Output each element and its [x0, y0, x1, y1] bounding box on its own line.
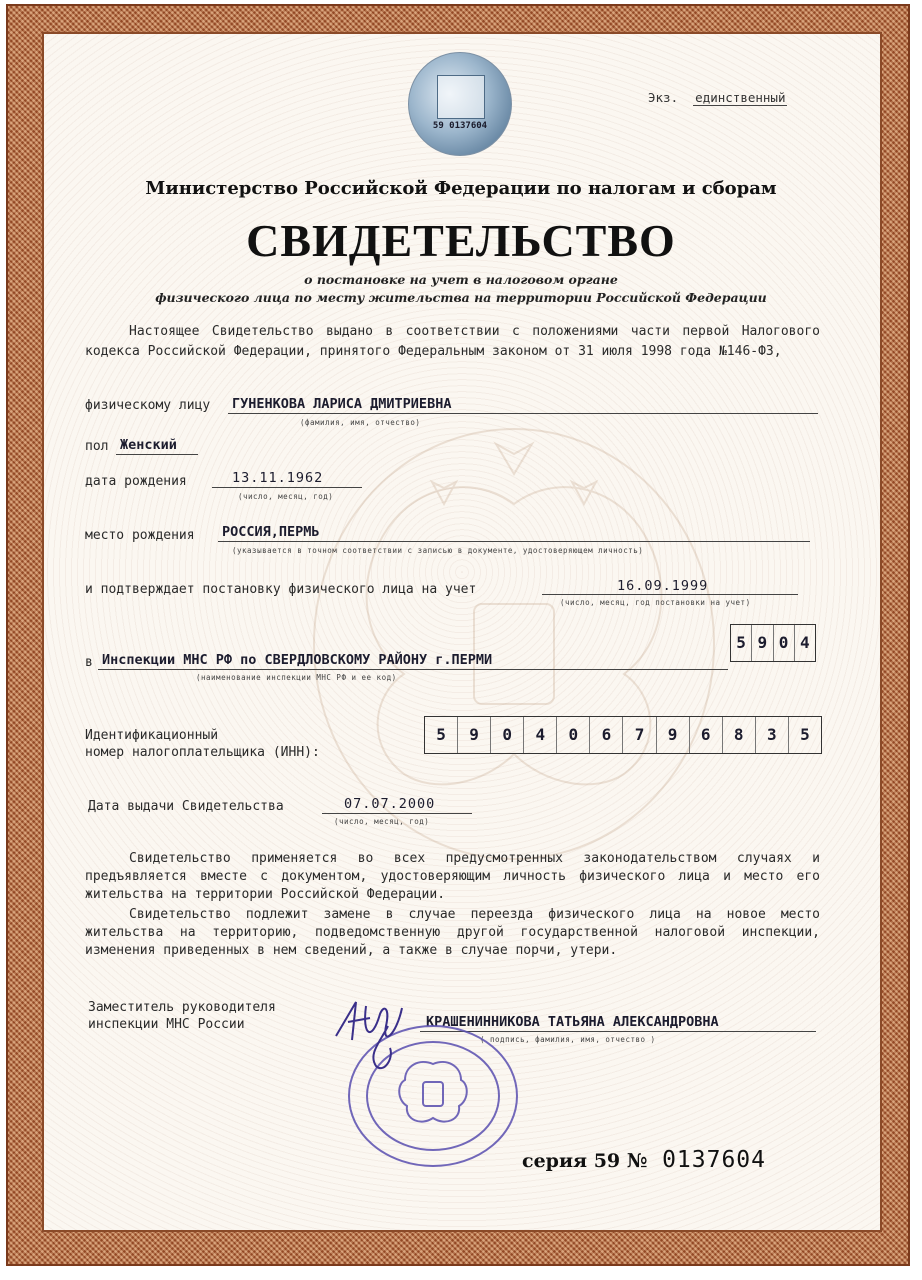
signatory-name: КРАШЕНИННИКОВА ТАТЬЯНА АЛЕКСАНДРОВНА	[426, 1014, 719, 1030]
signatory-title-2: инспекции МНС России	[88, 1017, 245, 1032]
issue-date-underline	[322, 813, 472, 814]
copy-note-label: Экз.	[648, 90, 679, 105]
inspection-underline	[98, 669, 728, 670]
sex-label: пол	[85, 439, 109, 454]
person-label: физическому лицу	[85, 398, 211, 413]
inn-box	[424, 716, 822, 754]
hologram-emblem	[437, 75, 485, 119]
birth-date-underline	[212, 487, 362, 488]
inn-digit: 5	[425, 717, 458, 753]
series-value: 59	[593, 1150, 621, 1172]
copy-note-value: единственный	[695, 90, 786, 105]
birth-place-value: РОССИЯ,ПЕРМЬ	[222, 524, 320, 540]
registration-label: и подтверждает постановку физического лица на учет	[85, 582, 477, 597]
hologram-number: 59 0137604	[432, 121, 488, 131]
inn-digit: 4	[524, 717, 557, 753]
issue-date-caption: (число, месяц, год)	[334, 817, 430, 826]
issue-date-value: 07.07.2000	[344, 796, 436, 812]
inspection-prefix: в	[85, 655, 93, 670]
inspection-code-digit: 5	[731, 625, 752, 661]
document-subtitle-1: о постановке на учет в налоговом органе	[304, 272, 618, 287]
birth-date-label: дата рождения	[85, 474, 187, 489]
hologram-seal	[408, 52, 512, 156]
document-title: СВИДЕТЕЛЬСТВО	[246, 215, 676, 266]
registration-caption: (число, месяц, год постановки на учет)	[560, 598, 751, 607]
issue-date-label: Дата выдачи Свидетельства	[88, 799, 284, 814]
registration-date: 16.09.1999	[617, 578, 709, 594]
registration-underline	[542, 594, 798, 595]
inn-digit: 0	[557, 717, 590, 753]
inn-digit: 9	[657, 717, 690, 753]
signatory-title-1: Заместитель руководителя	[88, 1000, 276, 1015]
inn-label-2: номер налогоплательщика (ИНН):	[85, 745, 320, 760]
inspection-code-digit: 4	[800, 633, 810, 652]
birth-place-caption: (указывается в точном соответствии с записью в документе, удостоверяющем личность)	[232, 546, 644, 555]
person-underline	[228, 413, 818, 414]
inspection-code-digit: 0	[774, 625, 795, 661]
birth-place-underline	[218, 541, 810, 542]
inspection-code-box	[730, 624, 816, 662]
inn-label-1: Идентификационный	[85, 728, 219, 743]
signatory-caption: ( подпись, фамилия, имя, отчество )	[480, 1035, 656, 1044]
sex-value: Женский	[120, 437, 177, 453]
series-number	[522, 1147, 766, 1173]
note-paragraph-2: Свидетельство подлежит замене в случае переезда физического лица на новое место жительства на территорию, подведомственную другой государственной налоговой инспекции, изменения приведенных в нем сведений, а также в случае порчи, утери.	[85, 907, 820, 958]
person-caption: (фамилия, имя, отчество)	[300, 418, 421, 427]
inn-digit: 0	[491, 717, 524, 753]
inn-digit: 7	[623, 717, 656, 753]
birth-place-label: место рождения	[85, 528, 195, 543]
inspection-code-digit: 9	[752, 625, 773, 661]
inn-digit: 6	[690, 717, 723, 753]
certificate-number: 0137604	[662, 1147, 766, 1173]
intro-paragraph: Настоящее Свидетельство выдано в соответствии с положениями части первой Налогового кодекса Российской Федерации, принятого Федеральным законом от 31 июля 1998 года №146-ФЗ,	[85, 324, 820, 359]
inspection-name: Инспекции МНС РФ по СВЕРДЛОВСКОМУ РАЙОНУ г.ПЕРМИ	[102, 652, 493, 668]
ministry-heading: Министерство Российской Федерации по налогам и сборам	[145, 178, 777, 199]
inn-digit: 6	[590, 717, 623, 753]
birth-date-value: 13.11.1962	[232, 470, 324, 486]
signature	[328, 996, 418, 1076]
copy-note	[648, 90, 787, 105]
inspection-caption: (наименование инспекции МНС РФ и ее код)	[196, 673, 397, 682]
sex-underline	[116, 454, 198, 455]
birth-date-caption: (число, месяц, год)	[238, 492, 334, 501]
inn-digit: 8	[723, 717, 756, 753]
note-paragraph-1: Свидетельство применяется во всех предусмотренных законодательством случаях и предъявляется вместе с документом, удостоверяющим личность физического лица и место его жительства на территории Российской Федерации.	[85, 851, 820, 902]
inn-digit: 3	[756, 717, 789, 753]
person-name: ГУНЕНКОВА ЛАРИСА ДМИТРИЕВНА	[232, 396, 452, 412]
inn-digit: 5	[800, 725, 810, 744]
document-subtitle-2: физического лица по месту жительства на территории Российской Федерации	[155, 290, 767, 305]
inn-digit: 9	[458, 717, 491, 753]
number-sign: №	[626, 1150, 648, 1172]
series-label: серия	[522, 1150, 588, 1172]
